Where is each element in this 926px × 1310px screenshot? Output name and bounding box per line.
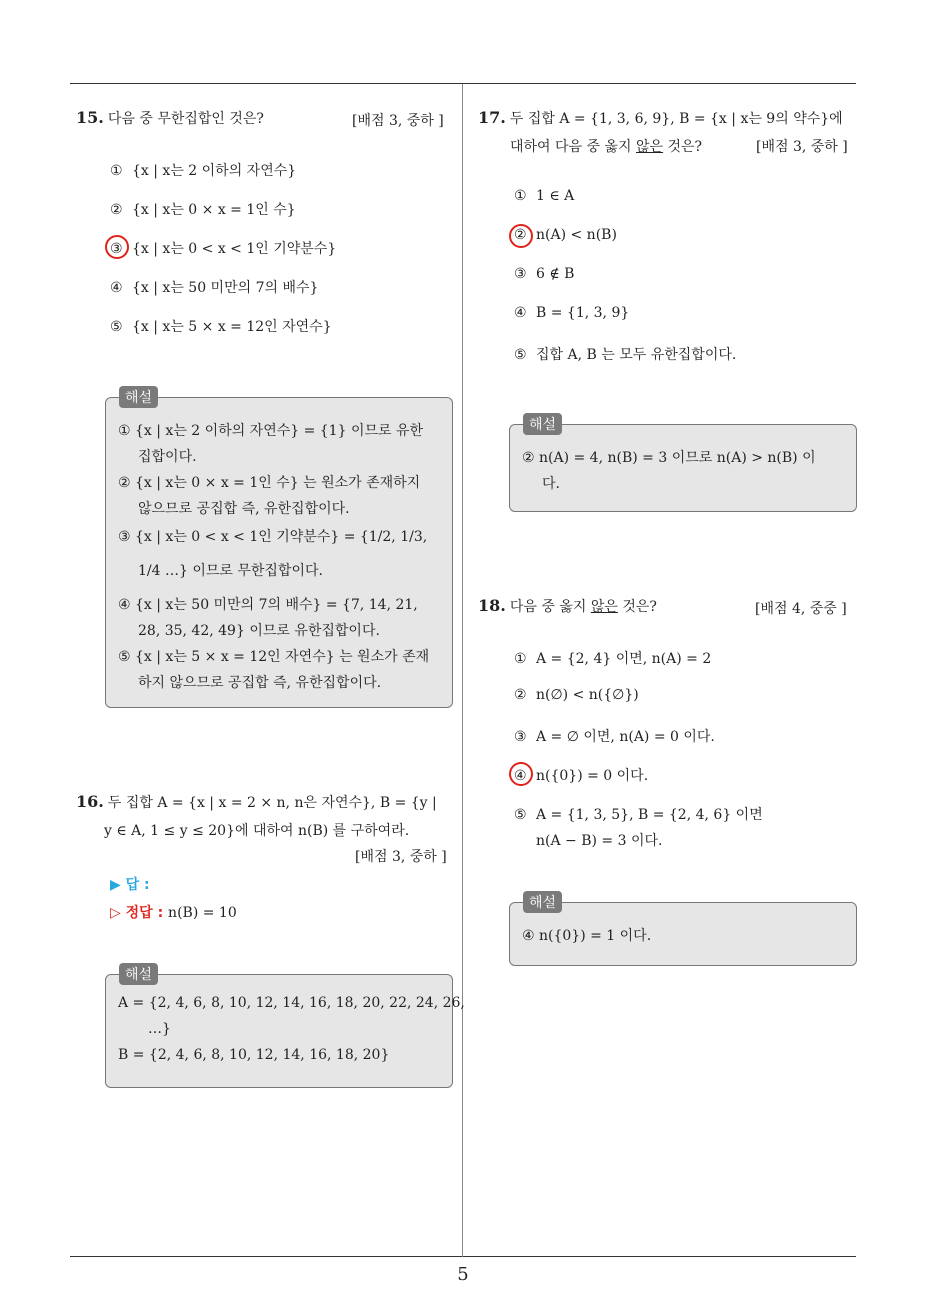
q15-explanation-box: ① {x | x는 2 이하의 자연수} = {1} 이므로 유한 집합이다. ② {x | x는 0 × x = 1인 수} 는 원소가 존재하지 않으므로 공집합 즉, 유한집합이다. ③ {x | x는 0 < x < 1인 기약분수} = {1/2, 1/3, 1/4 …} 이므로 무한집합이다. ④ {x | x는 50 미만의 7의 배수} = {7, 14, 21, 28, 35, 42, 49} 이므로 유한집합이다. ⑤ {x | x는 5 × x = 12인 자연수} 는 원소가 존재 하지 않으므로 공집합 즉, 유한집합이다. [105, 397, 453, 708]
q15-meta: [배점 3, 중하 ] [352, 113, 444, 129]
q15-option-3[interactable]: ③ {x | x는 0 < x < 1인 기약분수} [110, 241, 337, 257]
q16-number: 16. [76, 792, 104, 811]
q18-explanation-box: ④ n({0}) = 1 이다. [509, 902, 857, 966]
q16-text-line2: y ∈ A, 1 ≤ y ≤ 20}에 대하여 n(B) 를 구하여라. [104, 823, 410, 839]
q15-number: 15. [76, 108, 104, 127]
q18-explanation-label: 해설 [523, 891, 562, 913]
column-divider [462, 84, 463, 1257]
q17-meta: [배점 3, 중하 ] [756, 139, 848, 155]
q17-text-line2: 대하여 다음 중 옳지 않은 것은? [510, 139, 703, 155]
q15-option-4[interactable]: ④ {x | x는 50 미만의 7의 배수} [110, 280, 319, 296]
q18-number: 18. [478, 596, 506, 615]
q17-option-2[interactable]: ② n(A) < n(B) [514, 227, 617, 243]
q18-option-4[interactable]: ④ n({0}) = 0 이다. [514, 768, 649, 784]
q17-option-5[interactable]: ⑤ 집합 A, B 는 모두 유한집합이다. [514, 347, 737, 363]
q16-answer-label: ▶ 답 : [110, 877, 150, 893]
q18-option-5-line2: n(A − B) = 3 이다. [536, 833, 663, 849]
q17-question: 17. 두 집합 A = {1, 3, 6, 9}, B = {x | x는 9의 약수}에 [478, 108, 843, 127]
q15-option-1[interactable]: ① {x | x는 2 이하의 자연수} [110, 163, 297, 179]
q15-option-2[interactable]: ② {x | x는 0 × x = 1인 수} [110, 202, 296, 218]
q15-question [76, 104, 264, 133]
q15-text: 다음 중 무한집합인 것은? [107, 111, 264, 127]
q18-option-2[interactable]: ② n(∅) < n({∅}) [514, 687, 639, 703]
q16-meta: [배점 3, 중하 ] [355, 849, 447, 865]
q15-answer-circle-icon [105, 235, 129, 259]
q17-option-4[interactable]: ④ B = {1, 3, 9} [514, 305, 630, 321]
q17-explanation-label: 해설 [523, 413, 562, 435]
q17-explanation-box: ② n(A) = 4, n(B) = 3 이므로 n(A) > n(B) 이 다. [509, 424, 857, 512]
q17-answer-circle-icon [509, 224, 533, 248]
q18-option-3[interactable]: ③ A = ∅ 이면, n(A) = 0 이다. [514, 729, 715, 745]
q15-explanation-label: 해설 [119, 386, 158, 408]
top-rule [70, 83, 856, 84]
q16-question: 16. 두 집합 A = {x | x = 2 × n, n은 자연수}, B = {y | [76, 792, 437, 811]
q18-option-5[interactable]: ⑤ A = {1, 3, 5}, B = {2, 4, 6} 이면 [514, 807, 763, 823]
q15-option-5[interactable]: ⑤ {x | x는 5 × x = 12인 자연수} [110, 319, 332, 335]
q16-explanation-box: A = {2, 4, 6, 8, 10, 12, 14, 16, 18, 20, 22, 24, 26, …} B = {2, 4, 6, 8, 10, 12, 14, 16, 18, 20} [105, 974, 453, 1088]
q18-answer-circle-icon [509, 762, 533, 786]
page-number: 5 [457, 1264, 469, 1285]
q16-explanation-label: 해설 [119, 963, 158, 985]
q18-meta: [배점 4, 중중 ] [755, 601, 847, 617]
q16-correct-answer: ▷ 정답 : n(B) = 10 [110, 905, 237, 921]
q17-number: 17. [478, 108, 506, 127]
q18-option-1[interactable]: ① A = {2, 4} 이면, n(A) = 2 [514, 651, 712, 667]
bottom-rule [70, 1256, 856, 1257]
q18-question: 18. 다음 중 옳지 않은 것은? [478, 596, 657, 615]
q17-option-1[interactable]: ① 1 ∈ A [514, 188, 575, 204]
q17-option-3[interactable]: ③ 6 ∉ B [514, 266, 575, 282]
